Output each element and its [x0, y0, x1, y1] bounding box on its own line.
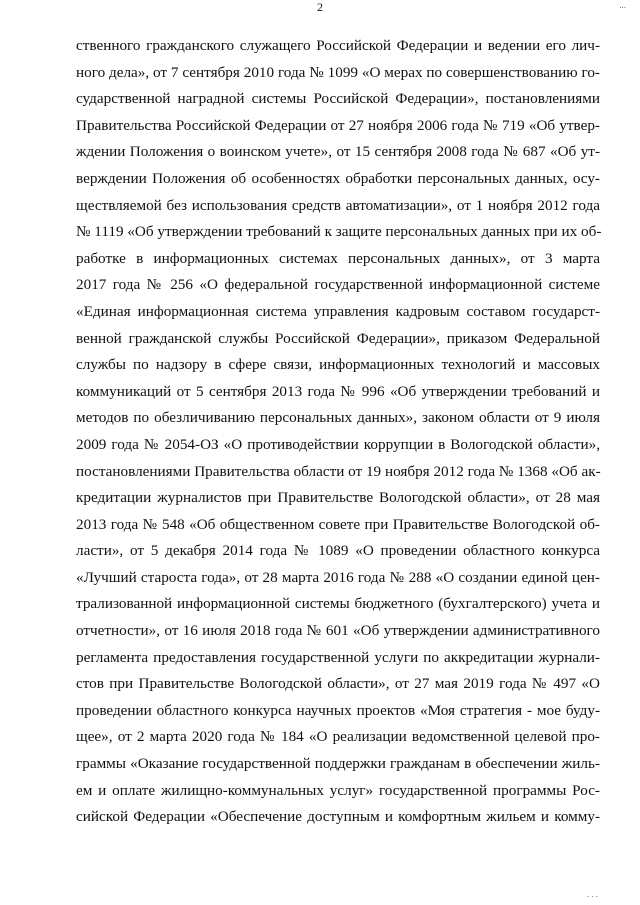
text-line: постановлениями Правительства области от 19 ноября 2012 года № 1368 «Об ак-	[76, 462, 601, 480]
text-line: граммы «Оказание государственной поддержки гражданам в обеспечении жиль-	[76, 755, 600, 773]
text-line: трализованной информационной системы бюджетного (бухгалтерского) учета и	[76, 595, 600, 613]
text-line: Правительства Российской Федерации от 27 ноября 2006 года № 719 «Об утвер-	[76, 116, 600, 134]
text-line: ществляемой без использования средств автоматизации», от 1 ноября 2012 года	[76, 196, 600, 214]
text-line: 2013 года № 548 «Об общественном совете при Правительстве Вологодской об-	[76, 515, 600, 533]
page-number: 2	[317, 0, 323, 14]
text-line: ем и оплате жилищно-коммунальных услуг» государственной программы Рос-	[76, 781, 600, 799]
text-line: ждении Положения о воинском учете», от 15 сентября 2008 года № 687 «Об ут-	[76, 143, 600, 161]
text-line: верждении Положения об особенностях обработки персональных данных, осу-	[76, 169, 600, 187]
text-line: ласти», от 5 декабря 2014 года № 1089 «О проведении областного конкурса	[76, 542, 600, 560]
body-text	[76, 33, 600, 831]
text-line: ного дела», от 7 сентября 2010 года № 1099 «О мерах по совершенствованию го-	[76, 63, 600, 81]
text-line: стов при Правительстве Вологодской области», от 27 мая 2019 года № 497 «О	[76, 675, 600, 693]
corner-mark-top: ...	[619, 0, 626, 10]
text-line: отчетности», от 16 июля 2018 года № 601 «Об утверждении административного	[76, 622, 600, 640]
corner-mark-bottom: . . .	[586, 889, 598, 899]
text-line: № 1119 «Об утверждении требований к защите персональных данных при их об-	[76, 223, 602, 241]
text-line: службы по надзору в сфере связи, информационных технологий и массовых	[76, 356, 600, 374]
text-line: регламента предоставления государственной услуги по аккредитации журнали-	[76, 648, 600, 666]
text-line: кредитации журналистов при Правительстве Вологодской области», от 28 мая	[76, 489, 600, 507]
text-line: ственного гражданского служащего Российской Федерации и ведении его лич-	[76, 37, 600, 54]
text-line: «Лучший староста года», от 28 марта 2016 года № 288 «О создании единой цен-	[76, 568, 600, 586]
text-line: 2009 года № 2054-ОЗ «О противодействии коррупции в Вологодской области»,	[76, 435, 600, 453]
text-line: 2017 года № 256 «О федеральной государственной информационной системе	[76, 276, 600, 294]
text-line: коммуникаций от 5 сентября 2013 года № 996 «Об утверждении требований и	[76, 382, 600, 400]
text-line: «Единая информационная система управления кадровым составом государст-	[76, 302, 600, 320]
text-line: работке в информационных системах персональных данных», от 3 марта	[76, 249, 600, 267]
text-line: сийской Федерации «Обеспечение доступным и комфортным жильем и комму-	[76, 808, 600, 826]
text-line: венной гражданской службы Российской Федерации», приказом Федеральной	[76, 329, 600, 347]
text-line: щее», от 2 марта 2020 года № 184 «О реализации ведомственной целевой про-	[76, 728, 600, 746]
text-line: сударственной наградной системы Российской Федерации», постановлениями	[76, 90, 600, 108]
text-line: методов по обезличиванию персональных данных», законом области от 9 июля	[76, 409, 600, 427]
text-line: проведении областного конкурса научных проектов «Моя стратегия - мое буду-	[76, 701, 600, 719]
